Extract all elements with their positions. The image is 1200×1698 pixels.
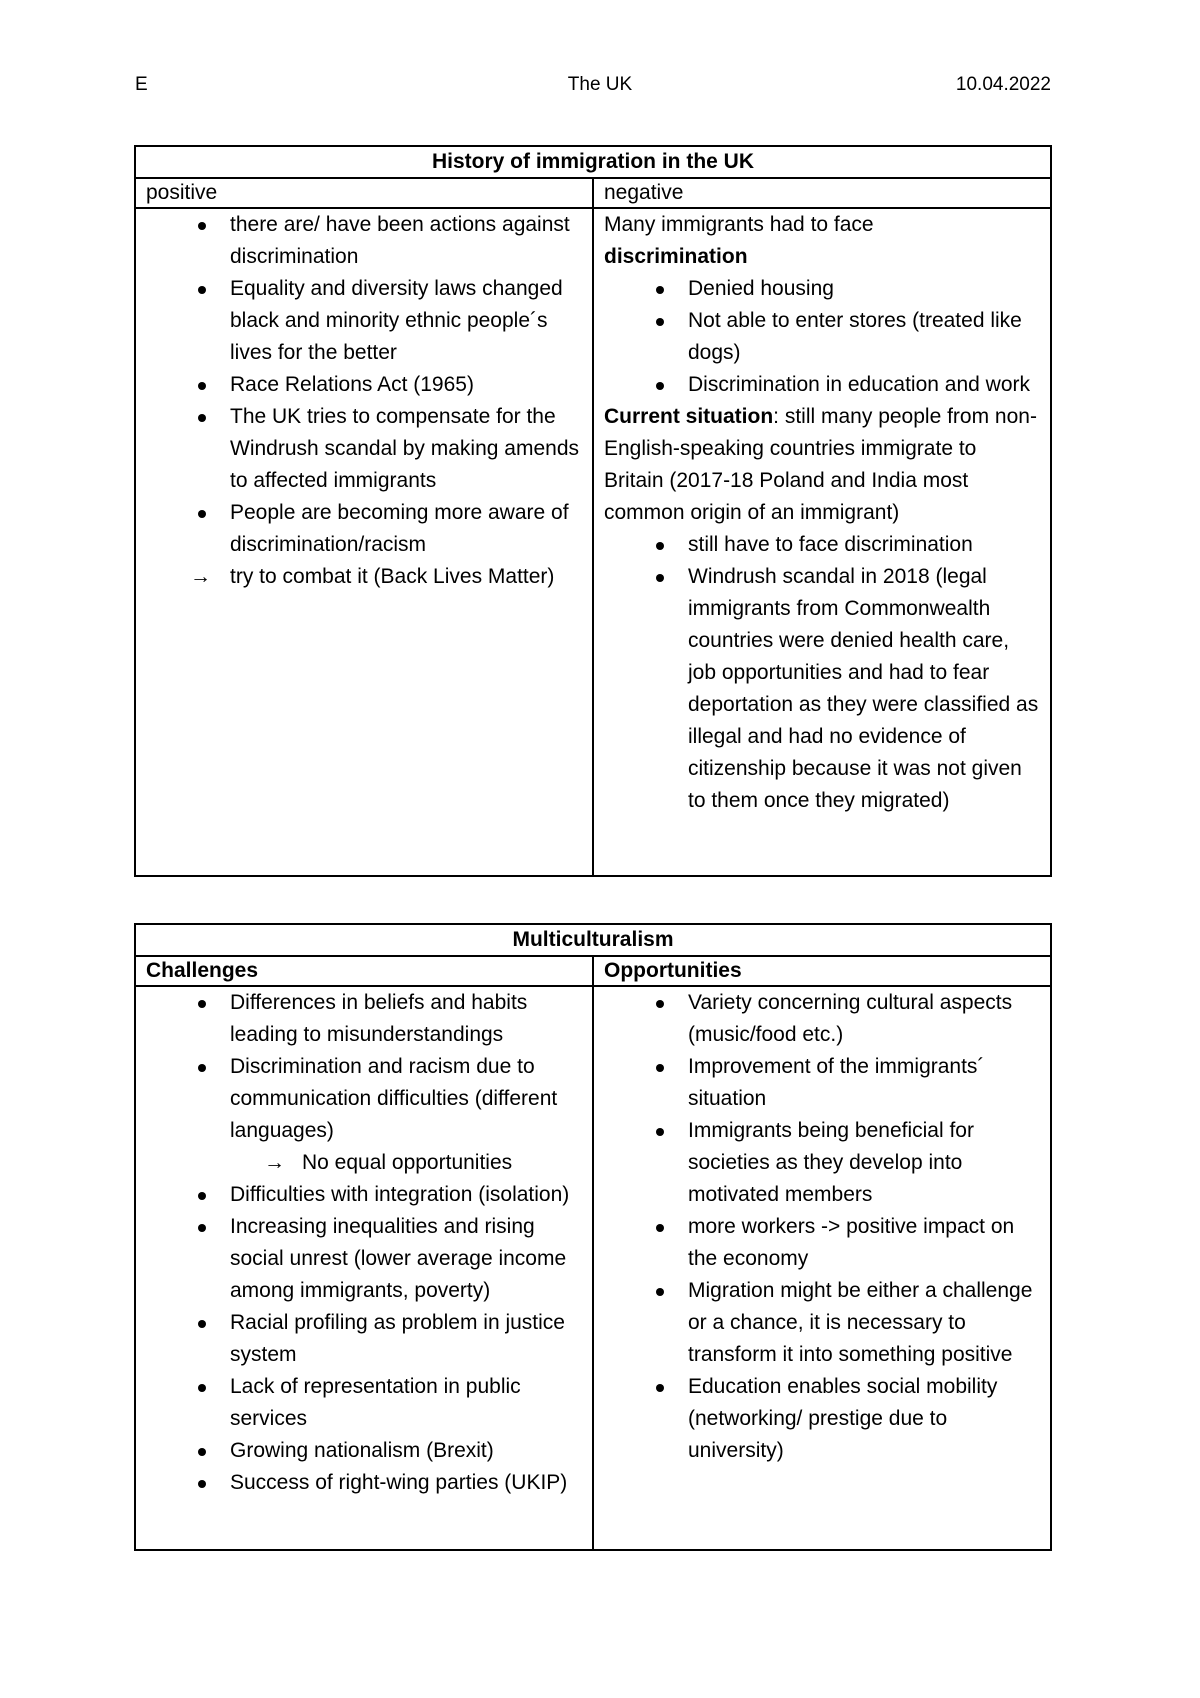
- negative-cell: [593, 208, 1051, 876]
- positive-cell: [135, 208, 593, 876]
- bullet-icon: [198, 1224, 206, 1232]
- current-situation: Current situation: still many people from non-English-speaking countries immigrate to Britain (2017-18 Poland and India most common origin of an immigrant): [604, 405, 1037, 524]
- challenges-list-continued: [146, 1179, 582, 1499]
- opportunities-cell: [593, 986, 1051, 1550]
- list-item: Not able to enter stores (treated like dogs): [604, 305, 1040, 369]
- bullet-icon: [656, 1128, 664, 1136]
- opportunities-list: [604, 987, 1040, 1467]
- bullet-icon: [656, 574, 664, 582]
- list-item: Immigrants being beneficial for societies as they develop into motivated members: [604, 1115, 1040, 1211]
- bullet-icon: [656, 542, 664, 550]
- challenges-list: [146, 987, 582, 1147]
- arrow-right-icon: →: [190, 565, 211, 588]
- bullet-icon: [198, 1384, 206, 1392]
- header-left: E: [135, 74, 148, 95]
- arrow-note: → No equal opportunities: [146, 1147, 582, 1179]
- bullet-icon: [656, 286, 664, 294]
- challenges-cell: [135, 986, 593, 1550]
- bullet-icon: [198, 1320, 206, 1328]
- list-item: Discrimination in education and work: [604, 369, 1040, 401]
- table-title: Multiculturalism: [135, 924, 1051, 956]
- list-item: Windrush scandal in 2018 (legal immigrants from Commonwealth countries were denied health care, job opportunities and had to fear deportation as they were classified as illegal and had no evidence of citizenship because it was not given to them once they migrated): [604, 561, 1040, 817]
- list-item: Equality and diversity laws changed black and minority ethnic people´s lives for the better: [146, 273, 582, 369]
- list-item: Racial profiling as problem in justice system: [146, 1307, 582, 1371]
- list-item: Migration might be either a challenge or a chance, it is necessary to transform it into something positive: [604, 1275, 1040, 1371]
- bullet-icon: [198, 1448, 206, 1456]
- negative-list: [604, 273, 1040, 401]
- bullet-icon: [198, 414, 206, 422]
- list-item: Growing nationalism (Brexit): [146, 1435, 582, 1467]
- arrow-right-icon: →: [264, 1151, 285, 1174]
- current-list: [604, 529, 1040, 817]
- list-item: Education enables social mobility (networking/ prestige due to university): [604, 1371, 1040, 1467]
- column-header-opportunities: Opportunities: [593, 956, 1051, 986]
- bullet-icon: [198, 1000, 206, 1008]
- table-title: History of immigration in the UK: [135, 146, 1051, 178]
- column-header-challenges: Challenges: [135, 956, 593, 986]
- list-item: People are becoming more aware of discrimination/racism: [146, 497, 582, 561]
- bullet-icon: [198, 286, 206, 294]
- immigration-history-table: [134, 145, 1052, 877]
- bullet-icon: [198, 222, 206, 230]
- bullet-icon: [198, 382, 206, 390]
- list-item: Race Relations Act (1965): [146, 369, 582, 401]
- bullet-icon: [656, 318, 664, 326]
- list-item: more workers -> positive impact on the economy: [604, 1211, 1040, 1275]
- bullet-icon: [198, 1192, 206, 1200]
- list-item: Success of right-wing parties (UKIP): [146, 1467, 582, 1499]
- bullet-icon: [198, 1064, 206, 1072]
- bullet-icon: [656, 382, 664, 390]
- arrow-note: → try to combat it (Back Lives Matter): [146, 561, 582, 593]
- list-item: The UK tries to compensate for the Windrush scandal by making amends to affected immigrants: [146, 401, 582, 497]
- header-date: 10.04.2022: [955, 74, 1051, 95]
- negative-intro: Many immigrants had to face discrimination: [604, 213, 874, 268]
- list-item: still have to face discrimination: [604, 529, 1040, 561]
- list-item: Denied housing: [604, 273, 1040, 305]
- list-item: Variety concerning cultural aspects (music/food etc.): [604, 987, 1040, 1051]
- list-item: Difficulties with integration (isolation): [146, 1179, 582, 1211]
- list-item: Discrimination and racism due to communication difficulties (different languages): [146, 1051, 582, 1147]
- bullet-icon: [656, 1000, 664, 1008]
- list-item: Increasing inequalities and rising social unrest (lower average income among immigrants, poverty): [146, 1211, 582, 1307]
- bullet-icon: [198, 1480, 206, 1488]
- bullet-icon: [198, 510, 206, 518]
- column-header-positive: positive: [135, 178, 593, 208]
- bullet-icon: [656, 1224, 664, 1232]
- column-header-negative: negative: [593, 178, 1051, 208]
- bullet-icon: [656, 1384, 664, 1392]
- list-item: Improvement of the immigrants´ situation: [604, 1051, 1040, 1115]
- multiculturalism-table: [134, 923, 1052, 1551]
- positive-list: [146, 209, 582, 561]
- bullet-icon: [656, 1288, 664, 1296]
- header-title: The UK: [567, 74, 633, 95]
- list-item: Differences in beliefs and habits leading to misunderstandings: [146, 987, 582, 1051]
- bullet-icon: [656, 1064, 664, 1072]
- list-item: Lack of representation in public services: [146, 1371, 582, 1435]
- list-item: there are/ have been actions against discrimination: [146, 209, 582, 273]
